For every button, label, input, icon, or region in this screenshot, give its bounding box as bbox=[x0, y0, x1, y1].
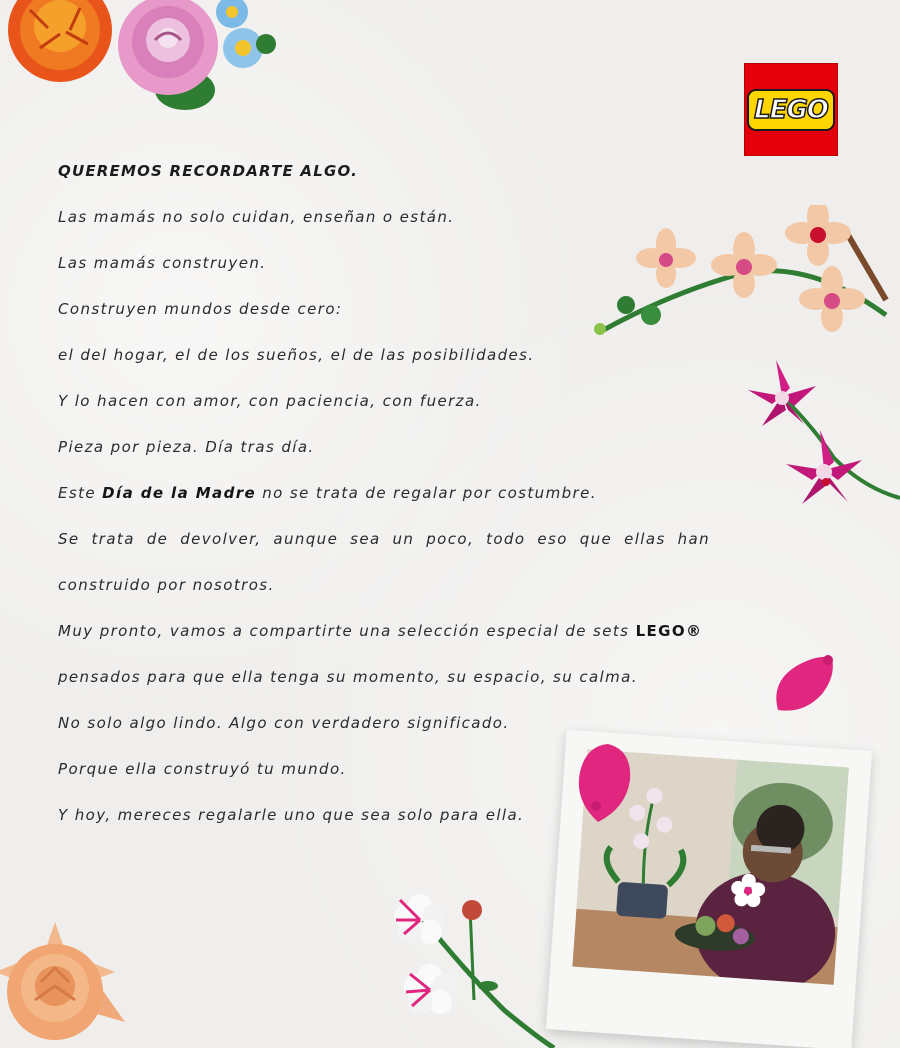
letter-line-mothers-day bbox=[58, 482, 710, 528]
letter-line: el del hogar, el de los sueños, el de las posibilidades. bbox=[58, 346, 535, 364]
mothers-day-highlight: Día de la Madre bbox=[102, 484, 257, 502]
letter-text: no se trata de regalar por costumbre. bbox=[256, 484, 597, 502]
letter-line: Construyen mundos desde cero: bbox=[58, 300, 343, 318]
letter-text: Muy pronto, vamos a compartirte una selección especial de sets bbox=[58, 622, 636, 640]
peach-flower-icon bbox=[0, 912, 135, 1048]
letter-line: No solo algo lindo. Algo con verdadero significado. bbox=[58, 714, 510, 732]
letter-line: pensados para que ella tenga su momento, su espacio, su calma. bbox=[58, 668, 638, 686]
letter-line: Porque ella construyó tu mundo. bbox=[58, 760, 347, 778]
magenta-orchid-icon bbox=[744, 358, 900, 518]
lego-brand-highlight: LEGO® bbox=[635, 622, 703, 640]
lego-logo-text: LEGO bbox=[754, 94, 828, 125]
letter-text: Este bbox=[58, 484, 103, 502]
letter-line: Las mamás no solo cuidan, enseñan o están. bbox=[58, 208, 455, 226]
letter-line: Las mamás construyen. bbox=[58, 254, 267, 272]
letter-line: Y hoy, mereces regalarle uno que sea solo para ella. bbox=[58, 806, 525, 824]
flower-bouquet-icon bbox=[0, 0, 290, 115]
heart-petal-icon bbox=[770, 650, 840, 720]
letter-line: construido por nosotros. bbox=[58, 576, 275, 594]
letter-line: Se trata de devolver, aunque sea un poco, todo eso que ellas han bbox=[58, 530, 710, 548]
lego-logo[interactable] bbox=[744, 63, 838, 156]
heart-petal-icon bbox=[574, 740, 636, 826]
white-flower-stem-icon bbox=[384, 890, 564, 1048]
letter-heading: QUEREMOS RECORDARTE ALGO. bbox=[58, 162, 359, 180]
lego-logo-badge bbox=[747, 89, 835, 131]
letter-line-lego-sets bbox=[58, 620, 710, 666]
letter-line: Pieza por pieza. Día tras día. bbox=[58, 438, 315, 456]
letter-line: Y lo hacen con amor, con paciencia, con fuerza. bbox=[58, 392, 482, 410]
